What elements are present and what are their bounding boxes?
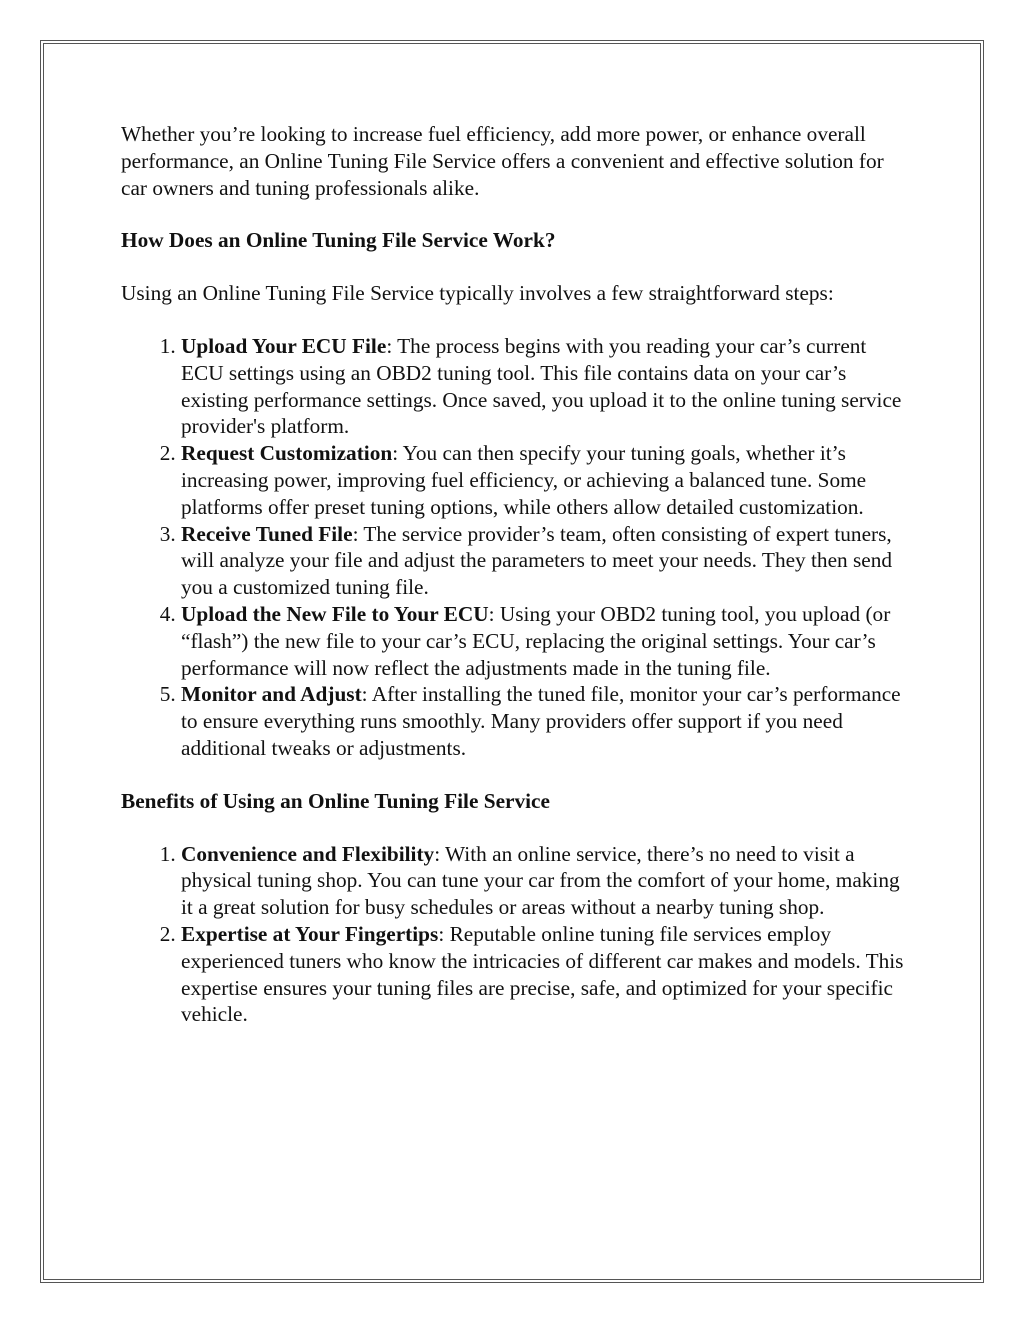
list-item bbox=[181, 440, 911, 520]
list-item-text: : After installing the tuned file, monitor your car’s performance to ensure everything runs smoothly. Many providers offer support if you need additional tweaks or adjustments. bbox=[181, 682, 901, 760]
list-item bbox=[181, 921, 911, 1028]
how-it-works-heading: How Does an Online Tuning File Service Work? bbox=[121, 228, 556, 253]
list-item-text: : Reputable online tuning file services employ experienced tuners who know the intricacies of different car makes and models. This expertise ensures your tuning files are precise, safe, and optimized for your specific vehicle. bbox=[181, 921, 904, 1027]
list-item bbox=[181, 601, 911, 681]
list-item-text: : With an online service, there’s no need to visit a physical tuning shop. You can tune your car from the comfort of your home, making it a great solution for busy schedules or areas without a nearby tuning shop. bbox=[181, 841, 900, 920]
list-item-text: : The process begins with you reading your car’s current ECU settings using an OBD2 tuning tool. This file contains data on your car’s existing performance settings. Once saved, you upload it to the online tuning service provider's platform. bbox=[181, 333, 902, 439]
list-item-term: Upload the New File to Your ECU bbox=[181, 601, 489, 626]
list-item-term: Request Customization bbox=[181, 441, 393, 466]
steps-list bbox=[121, 333, 911, 762]
list-item-text: : The service provider’s team, often consisting of expert tuners, will analyze your file and adjust the parameters to meet your needs. They then send you a customized tuning file. bbox=[181, 521, 893, 600]
list-item-term: Receive Tuned File bbox=[181, 521, 353, 546]
list-item-text: : You can then specify your tuning goals, whether it’s increasing power, improving fuel efficiency, or achieving a balanced tune. Some platforms offer preset tuning options, while others allow detailed customization. bbox=[181, 441, 867, 519]
list-item-term: Upload Your ECU File bbox=[181, 333, 387, 358]
list-item bbox=[181, 333, 911, 440]
list-item bbox=[181, 681, 911, 761]
list-item-term: Convenience and Flexibility bbox=[181, 841, 435, 866]
list-item bbox=[181, 841, 911, 921]
list-item-term: Monitor and Adjust bbox=[181, 682, 362, 707]
list-item bbox=[181, 521, 911, 601]
benefits-heading: Benefits of Using an Online Tuning File Service bbox=[121, 788, 550, 813]
document-body bbox=[121, 121, 911, 1054]
list-item-text: : Using your OBD2 tuning tool, you upload (or “flash”) the new file to your car’s ECU, replacing the original settings. Your car’s performance will now reflect the adjustments made in the tuning file. bbox=[181, 601, 891, 680]
list-item-term: Expertise at Your Fingertips bbox=[181, 921, 439, 946]
benefits-list bbox=[121, 841, 911, 1029]
how-it-works-lead: Using an Online Tuning File Service typically involves a few straightforward steps: bbox=[121, 281, 834, 306]
intro-paragraph: Whether you’re looking to increase fuel efficiency, add more power, or enhance overall performance, an Online Tuning File Service offers a convenient and effective solution for car owners and tuning professionals alike. bbox=[121, 122, 884, 200]
